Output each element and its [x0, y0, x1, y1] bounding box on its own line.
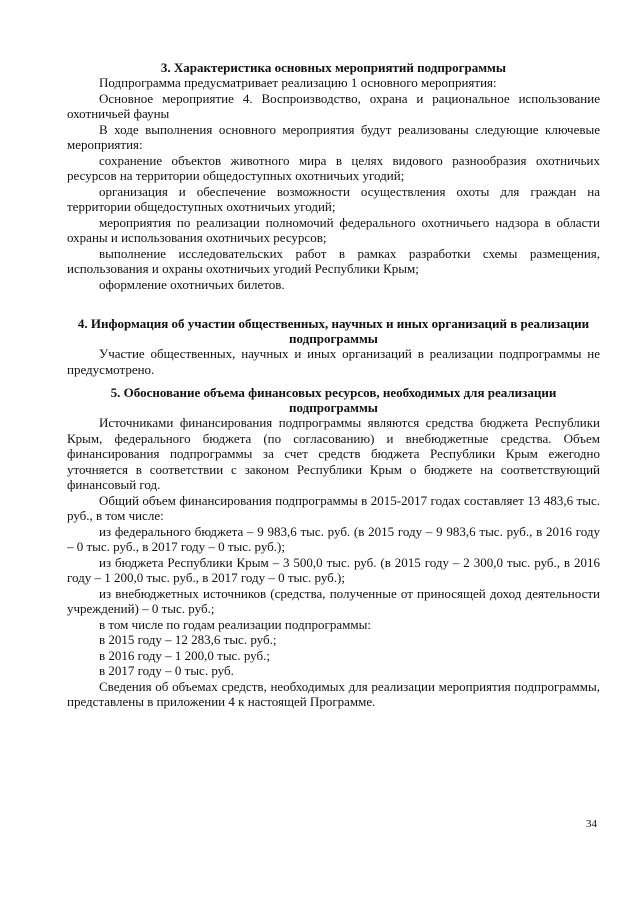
paragraph: Источниками финансирования подпрограммы являются средства бюджета Республики Крым, федерального бюджета (по согласованию) и внебюджетные средства. Объем финансирования подпрограммы за счет средств бюджета Республики Крым ежегодно уточняется в соответствии с законом Республики Крым о бюджете на соответствующий финансовый год.: [67, 415, 600, 492]
page-content: [67, 60, 600, 710]
paragraph: Основное мероприятие 4. Воспроизводство, охрана и рациональное использование охотничьей фауны: [67, 90, 600, 121]
section-4: [67, 316, 600, 377]
list-item: выполнение исследовательских работ в рамках разработки схемы размещения, использования и охраны охотничьих угодий Республики Крым;: [67, 245, 600, 276]
list-item: сохранение объектов животного мира в целях видового разнообразия охотничьих ресурсов на территории общедоступных охотничьих угодий;: [67, 152, 600, 183]
paragraph: в том числе по годам реализации подпрограммы:: [99, 616, 371, 632]
list-item: из внебюджетных источников (средства, полученные от приносящей доход деятельности учреждений) – 0 тыс. руб.;: [67, 585, 600, 616]
list-item: мероприятия по реализации полномочий федерального охотничьего надзора в области охраны и использования охотничьих ресурсов;: [67, 214, 600, 245]
list-item: в 2017 году – 0 тыс. руб.: [99, 663, 234, 678]
section-3-heading: 3. Характеристика основных мероприятий подпрограммы: [160, 60, 507, 75]
paragraph: Сведения об объемах средств, необходимых для реализации мероприятия подпрограммы, представлены в приложении 4 к настоящей Программе.: [67, 678, 600, 709]
paragraph: В ходе выполнения основного мероприятия будут реализованы следующие ключевые мероприятия:: [67, 121, 600, 152]
paragraph: Общий объем финансирования подпрограммы в 2015-2017 годах составляет 13 483,6 тыс. руб., в том числе:: [67, 492, 600, 523]
section-5-heading: 5. Обоснование объема финансовых ресурсов, необходимых для реализации подпрограммы: [110, 385, 557, 415]
list-item: в 2016 году – 1 200,0 тыс. руб.;: [99, 647, 270, 663]
list-item: из федерального бюджета – 9 983,6 тыс. руб. (в 2015 году – 9 983,6 тыс. руб., в 2016 году – 0 тыс. руб., в 2017 году – 0 тыс. руб.);: [67, 523, 600, 554]
list-item: в 2015 году – 12 283,6 тыс. руб.;: [99, 632, 277, 647]
paragraph: Подпрограмма предусматривает реализацию 1 основного мероприятия:: [99, 75, 497, 90]
paragraph: Участие общественных, научных и иных организаций в реализации подпрограммы не предусмотрено.: [67, 346, 600, 377]
list-item: из бюджета Республики Крым – 3 500,0 тыс. руб. (в 2015 году – 2 300,0 тыс. руб., в 2016 году – 1 200,0 тыс. руб., в 2017 году – 0 тыс. руб.);: [67, 554, 600, 585]
page-number: 34: [586, 818, 597, 830]
section-4-heading: 4. Информация об участии общественных, научных и иных организаций в реализации подпрограммы: [77, 316, 590, 346]
section-5: [67, 385, 600, 710]
list-item: оформление охотничьих билетов.: [99, 276, 285, 292]
list-item: организация и обеспечение возможности осуществления охоты для граждан на территории общедоступных охотничьих угодий;: [67, 183, 600, 214]
section-3: [67, 60, 600, 292]
